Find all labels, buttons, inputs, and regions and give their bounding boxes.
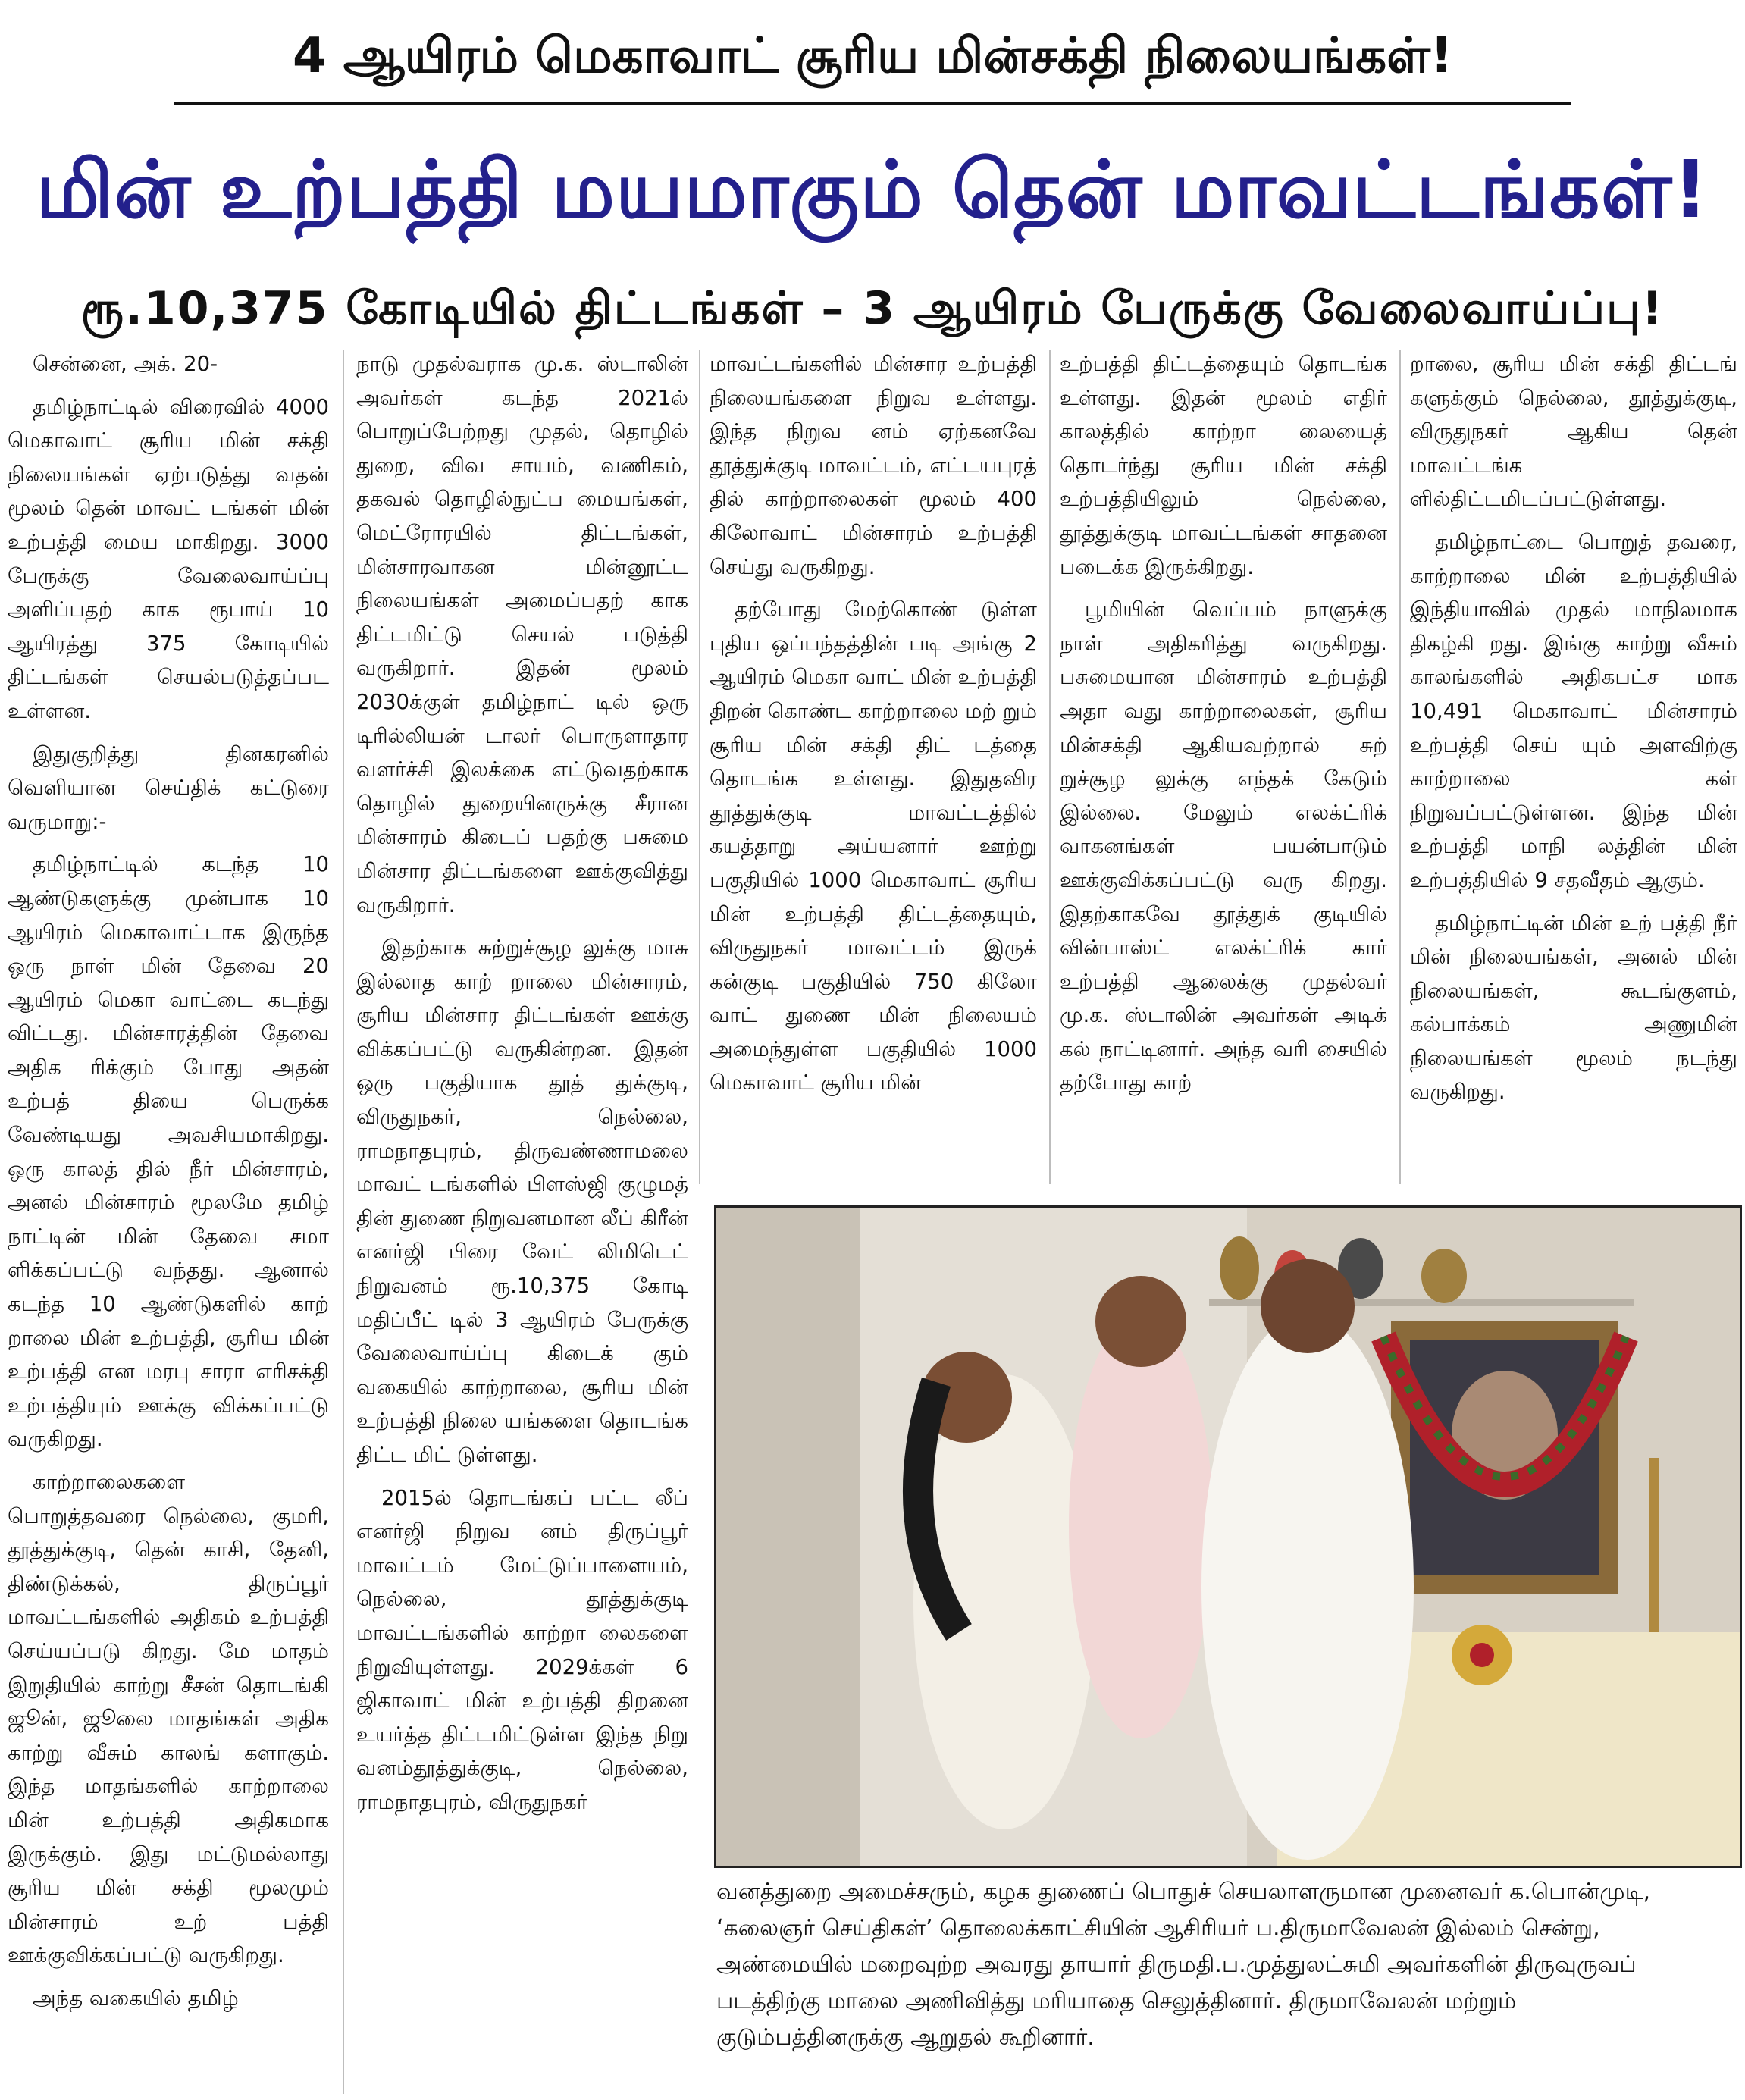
main-headline: மின் உற்பத்தி மயமாகும் தென் மாவட்டங்கள்!	[36, 143, 1709, 236]
paragraph: இதுகுறித்து தினகரனில் வெளியான செய்திக் கட்டுரை வருமாறு:-	[8, 741, 329, 834]
paragraph: தமிழ்நாட்டை பொறுத் தவரை, காற்றாலை மின் உற்பத்தியில் இந்தியாவில் முதல் மாநிலமாக திகழ்கி றது. இங்கு காற்று வீசும் காலங்களில் அதிகபட்ச மாக 10,491 மெகாவாட் மின்சாரம் உற்பத்தி செய் யும் அளவிற்கு காற்றாலை கள் நிறுவப்பட்டுள்ளன. இந்த மின் உற்பத்தி மாநி லத்தின் மின் உற்பத்தியில் 9 சதவீதம் ஆகும்.	[1410, 529, 1737, 892]
caption-line: வனத்துறை அமைச்சரும், கழக துணைப் பொதுச் செயலாளருமான முனைவர் க.பொன்முடி,	[716, 1879, 1650, 1905]
sub-headline: ரூ.10,375 கோடியில் திட்டங்கள் – 3 ஆயிரம் பேருக்கு வேலைவாய்ப்பு!	[80, 282, 1665, 335]
paragraph: தமிழ்நாட்டில் விரைவில் 4000 மெகாவாட் சூரிய மின் சக்தி நிலையங்கள் ஏற்படுத்து வதன் மூலம் தென் மாவட் டங்கள் மின் உற்பத்தி மைய மாகிறது. 3000 பேருக்கு வேலைவாய்ப்பு அளிப்பதற் காக ரூபாய் 10 ஆயிரத்து 375 கோடியில் திட்டங்கள் செயல்படுத்தப்பட உள்ளன.	[8, 394, 329, 723]
paragraph: நாடு முதல்வராக மு.க. ஸ்டாலின் அவர்கள் கடந்த 2021ல் பொறுப்பேற்றது முதல், தொழில் துறை, விவ சாயம், வணிகம், தகவல் தொழில்நுட்ப மையங்கள், மெட்ரோரயில் திட்டங்கள், மின்சாரவாகன மின்னூட்ட நிலையங்கள் அமைப்பதற் காக திட்டமிட்டு செயல் படுத்தி வருகிறார். இதன் மூலம் 2030க்குள் தமிழ்நாட் டில் ஒரு டிரில்லியன் டாலர் பொருளாதார வளர்ச்சி இலக்கை எட்டுவதற்காக தொழில் துறையினருக்கு சீரான மின்சாரம் கிடைப் பதற்கு பசுமை மின்சார திட்டங்களை ஊக்குவித்து வருகிறார்.	[356, 352, 688, 917]
column-rule	[699, 350, 700, 1184]
caption-line: அண்மையில் மறைவுற்ற அவரது தாயார் திருமதி.ப.முத்துலட்சுமி அவர்களின் திருவுருவப்	[716, 1951, 1637, 1978]
person-man-1	[1069, 1314, 1213, 1738]
paragraph: அந்த வகையில் தமிழ்	[33, 1986, 239, 2011]
paragraph: தமிழ்நாட்டில் கடந்த 10 ஆண்டுகளுக்கு முன்பாக 10 ஆயிரம் மெகாவாட்டாக இருந்த ஒரு நாள் மின் தேவை 20 ஆயிரம் மெகா வாட்டை கடந்து விட்டது. மின்சாரத்தின் தேவை அதிக ரிக்கும் போது அதன் உற்பத் தியை பெருக்க வேண்டியது அவசியமாகிறது. ஒரு காலத் தில் நீர் மின்சாரம், அனல் மின்சாரம் மூலமே தமிழ் நாட்டின் மின் தேவை சமா ளிக்கப்பட்டு வந்தது. ஆனால் கடந்த 10 ஆண்டுகளில் காற் றாலை மின் உற்பத்தி, சூரிய மின் உற்பத்தி என மரபு சாரா எரிசக்தி உற்பத்தியும் ஊக்கு விக்கப்பட்டு வருகிறது.	[8, 852, 329, 1452]
paragraph: மாவட்டங்களில் மின்சார உற்பத்தி நிலையங்களை நிறுவ உள்ளது. இந்த நிறுவ னம் ஏற்கனவே தூத்துக்குடி மாவட்டம், எட்டயபுரத் தில் காற்றாலைகள் மூலம் 400 கிலோவாட் மின்சாரம் உற்பத்தி செய்து வருகிறது.	[710, 352, 1037, 579]
article-column-2	[356, 347, 688, 2098]
column-rule	[1399, 350, 1401, 1184]
lamp	[1649, 1458, 1659, 1655]
person-man-2-head	[1261, 1259, 1355, 1353]
caption-line: படத்திற்கு மாலை அணிவித்து மரியாதை செலுத்தினார். திருமாவேலன் மற்றும்	[716, 1988, 1517, 2014]
photo-illustration	[716, 1208, 1740, 1866]
kicker-headline: 4 ஆயிரம் மெகாவாட் சூரிய மின்சக்தி நிலையங்கள்!	[174, 11, 1571, 105]
paragraph: பூமியின் வெப்பம் நாளுக்கு நாள் அதிகரித்து வருகிறது. பசுமையான மின்சாரம் உற்பத்தி அதா வது காற்றாலைகள், சூரிய மின்சக்தி ஆகியவற்றால் சுற் றுச்சூழ லுக்கு எந்தக் கேடும் இல்லை. மேலும் எலக்ட்ரிக் வாகனங்கள் பயன்பாடும் ஊக்குவிக்கப்பட்டு வரு கிறது. இதற்காகவே தூத்துக் குடியில் வின்பாஸ்ட் எலக்ட்ரிக் கார் உற்பத்தி ஆலைக்கு முதல்வர் மு.க. ஸ்டாலின் அவர்கள் அடிக் கல் நாட்டினார். அந்த வரி சையில் தற்போது காற்	[1060, 597, 1387, 1095]
article-column-4	[1060, 347, 1387, 1187]
article-column-1	[8, 347, 329, 2098]
paragraph: தற்போது மேற்கொண் டுள்ள புதிய ஒப்பந்தத்தின் படி அங்கு 2 ஆயிரம் மெகா வாட் மின் உற்பத்தி திறன் கொண்ட காற்றாலை மற் றும் சூரிய மின் சக்தி திட் டத்தை தொடங்க உள்ளது. இதுதவிர தூத்துக்குடி மாவட்டத்தில் கயத்தாறு அய்யனார் ஊற்று பகுதியில் 1000 மெகாவாட் சூரிய மின் உற்பத்தி திட்டத்தையும், விருதுநகர் மாவட்டம் இருக் கன்குடி பகுதியில் 750 கிலோ வாட் துணை மின் நிலையம் அமைந்துள்ள பகுதியில் 1000 மெகாவாட் சூரிய மின்	[710, 597, 1037, 1095]
paragraph: றாலை, சூரிய மின் சக்தி திட்டங் களுக்கும் நெல்லை, தூத்துக்குடி, விருதுநகர் ஆகிய தென் மாவட்டங்க ளில்திட்டமிடப்பட்டுள்ளது.	[1410, 352, 1737, 512]
statue	[1220, 1236, 1259, 1300]
article-column-5	[1410, 347, 1737, 1187]
statue	[1421, 1249, 1467, 1303]
paragraph: காற்றாலைகளை பொறுத்தவரை நெல்லை, குமரி, தூத்துக்குடி, தென் காசி, தேனி, திண்டுக்கல், திருப்பூர் மாவட்டங்களில் அதிகம் உற்பத்தி செய்யப்படு கிறது. மே மாதம் இறுதியில் காற்று சீசன் தொடங்கி ஜூன், ஜூலை மாதங்கள் அதிக காற்று வீசும் காலங் களாகும். இந்த மாதங்களில் காற்றாலை மின் உற்பத்தி அதிகமாக இருக்கும். இது மட்டுமல்லாது சூரிய மின் சக்தி மூலமும் மின்சாரம் உற் பத்தி ஊக்குவிக்கப்பட்டு வருகிறது.	[8, 1470, 329, 1968]
caption-line: குடும்பத்தினருக்கு ஆறுதல் கூறினார்.	[716, 2024, 1095, 2051]
photo-caption	[716, 1874, 1737, 2094]
person-man-2	[1201, 1314, 1414, 1860]
paragraph: இதற்காக சுற்றுச்சூழ லுக்கு மாசு இல்லாத காற் றாலை மின்சாரம், சூரிய மின்சார திட்டங்கள் ஊக்கு விக்கப்பட்டு வருகின்றன. இதன் ஒரு பகுதியாக தூத் துக்குடி, விருதுநகர், நெல்லை, ராமநாதபுரம், திருவண்ணாமலை மாவட் டங்களில் பிளஸ்ஜி குழுமத் தின் துணை நிறுவனமான லீப் கிரீன் எனர்ஜி பிரை வேட் லிமிடெட் நிறுவனம் ரூ.10,375 கோடி மதிப்பீட் டில் 3 ஆயிரம் பேருக்கு வேலைவாய்ப்பு கிடைக் கும் வகையில் காற்றாலை, சூரிய மின் உற்பத்தி நிலை யங்களை தொடங்க திட்ட மிட் டுள்ளது.	[356, 936, 688, 1467]
person-man-1-head	[1095, 1276, 1186, 1367]
column-rule	[343, 350, 344, 2094]
column-rule	[1049, 350, 1051, 1184]
paragraph: உற்பத்தி திட்டத்தையும் தொடங்க உள்ளது. இதன் மூலம் எதிர் காலத்தில் காற்றா லையைத் தொடர்ந்து சூரிய மின் சக்தி உற்பத்தியிலும் நெல்லை, தூத்துக்குடி மாவட்டங்கள் சாதனை படைக்க இருக்கிறது.	[1060, 352, 1387, 579]
dateline: சென்னை, அக். 20-	[33, 352, 218, 376]
news-photo	[714, 1205, 1742, 1868]
paragraph: 2015ல் தொடங்கப் பட்ட லீப் எனர்ஜி நிறுவ னம் திருப்பூர் மாவட்டம் மேட்டுப்பாளையம், நெல்லை, தூத்துக்குடி மாவட்டங்களில் காற்றா லைகளை நிறுவியுள்ளது. 2029க்கள் 6 ஜிகாவாட் மின் உற்பத்தி திறனை உயர்த்த திட்டமிட்டுள்ள இந்த நிறு வனம்தூத்துக்குடி, நெல்லை, ராமநாதபுரம், விருதுநகர்	[356, 1485, 688, 1814]
paragraph: தமிழ்நாட்டின் மின் உற் பத்தி நீர் மின் நிலையங்கள், அனல் மின் நிலையங்கள், கூடங்குளம், கல்பாக்கம் அணுமின் நிலையங்கள் மூலம் நடந்து வருகிறது.	[1410, 911, 1737, 1105]
caption-line: ‘கலைஞர் செய்திகள்’ தொலைக்காட்சியின் ஆசிரியர் ப.திருமாவேலன் இல்லம் சென்று,	[716, 1915, 1600, 1942]
article-column-3	[710, 347, 1037, 1187]
doorway	[716, 1208, 860, 1866]
flower-center	[1470, 1643, 1494, 1667]
